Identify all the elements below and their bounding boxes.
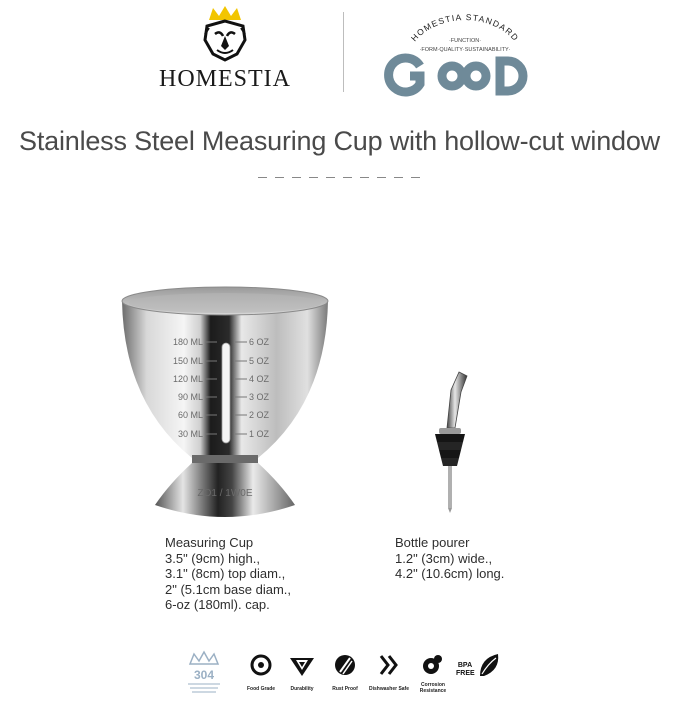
stainless-304-badge	[184, 650, 224, 696]
badge-label: Dishwasher Safe	[368, 686, 410, 692]
badge-304-text: 304	[193, 668, 215, 682]
caption-line: 3.5" (9cm) high.,	[165, 550, 260, 566]
cup-marking-oz: 4 OZ	[249, 374, 270, 384]
corrosion-resistance-icon	[418, 650, 448, 680]
bottle-pourer-caption	[395, 535, 504, 582]
caption-heading: Bottle pourer	[395, 535, 470, 550]
cup-marking-ml: 30 ML	[177, 429, 203, 439]
cup-marking-oz: 5 OZ	[249, 356, 270, 366]
caption-line: 1.2" (3cm) wide.,	[395, 550, 493, 566]
rust-proof-icon	[330, 650, 360, 680]
leaf-icon	[476, 650, 502, 680]
eco-leaf-badge	[476, 650, 502, 696]
caption-line: 2" (5.1cm base diam.,	[165, 581, 292, 597]
badge-label: Food Grade	[246, 686, 276, 692]
badge-label: Durability	[290, 686, 314, 692]
cup-marking-oz: 6 OZ	[249, 337, 270, 347]
cup-marking-ml: 120 ML	[172, 374, 203, 384]
cup-marking-oz: 1 OZ	[249, 429, 270, 439]
corrosion-resistance-badge	[418, 650, 448, 696]
caption-line: 4.2" (10.6cm) long.	[395, 566, 505, 581]
header-divider	[343, 12, 344, 92]
cup-base-marking: ZO1 / 1W0E	[197, 488, 253, 499]
cup-marking-oz: 2 OZ	[249, 410, 270, 420]
bpa-free-text: BPA FREE	[456, 662, 475, 677]
bpa-free-badge	[456, 650, 474, 696]
dishwasher-safe-badge	[368, 650, 410, 696]
cup-marking-ml: 60 ML	[177, 410, 203, 420]
good-logo-arc-text: HOMESTIA STANDARD	[408, 12, 522, 44]
food-grade-icon	[246, 650, 276, 680]
crown-304-icon	[184, 650, 224, 696]
caption-line: 3.1" (8cm) top diam.,	[165, 566, 286, 581]
feature-badges	[184, 650, 504, 696]
homestia-standard-good-logo	[380, 6, 550, 102]
durability-badge	[286, 650, 318, 696]
badge-label: Corrosion Resistance	[419, 682, 447, 694]
caption-line: 6-oz (180ml). cap.	[165, 597, 270, 612]
durability-icon	[286, 650, 318, 680]
lion-crown-icon	[195, 4, 255, 62]
cup-marking-ml: 90 ML	[177, 392, 203, 402]
measuring-cup-caption	[165, 535, 291, 613]
rust-proof-badge	[330, 650, 360, 696]
homestia-logo	[140, 4, 310, 100]
page-title: Stainless Steel Measuring Cup with hollow-cut window	[19, 126, 660, 156]
food-grade-badge	[246, 650, 276, 696]
cup-marking-ml: 180 ML	[172, 337, 203, 347]
badge-label: Rust Proof	[332, 686, 358, 692]
cup-marking-oz: 3 OZ	[249, 392, 270, 402]
dishwasher-safe-icon	[374, 650, 404, 680]
good-logo-sub-text-2: ·FORM·QUALITY·SUSTAINABILITY·	[419, 47, 511, 53]
cup-marking-ml: 150 ML	[172, 356, 203, 366]
bottle-pourer-image	[425, 368, 470, 513]
good-logo-sub-text-1: ·FUNCTION·	[448, 38, 482, 44]
caption-heading: Measuring Cup	[165, 535, 254, 550]
brand-name: HOMESTIA	[159, 66, 291, 92]
measuring-cup-image	[110, 283, 340, 526]
title-dashed-underline	[258, 176, 422, 179]
